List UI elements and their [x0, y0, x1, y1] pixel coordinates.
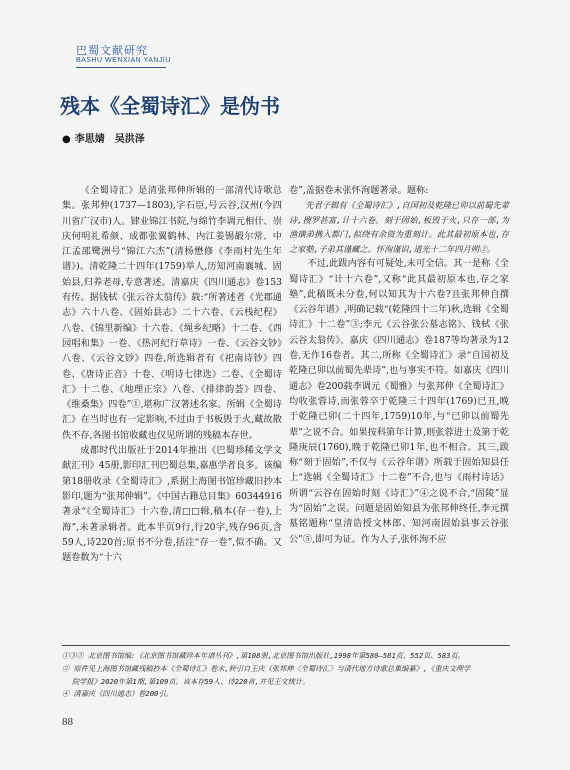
page-number: 88 — [62, 716, 73, 728]
footnote-item: 院学报》2020年第1期,第109页。该本存59人、诗220首,并见王文统计。 — [72, 676, 310, 686]
right-column — [289, 183, 509, 547]
journal-title-cn: 巴蜀文献研究 — [76, 44, 148, 57]
authors-text: 李思婧 吴洪泽 — [74, 134, 145, 145]
left-paragraph: 《全蜀诗汇》是清张邦伸所辑的一部清代诗歌总集。张邦伸(1737—1803),字石臣,号云谷,汉州(今四川省广汉市)人。肄业锦江书院,与绵竹李调元相什、崇庆何明礼希颜、成都张翼鹤林、内江姜锡嘏尔常、中江孟邵鹭洲号“锦江六杰”(清杨懋修《李雨村先生年谱》)。清乾隆二十四年(1759)举人,历知河南襄城、固始县,归养老母,专意著述。清嘉庆《四川通志》卷153有传。据钱栻《张云谷太翁传》载:“所著述者《光郡通志》六十八卷、《固始县志》二十六卷、《云栈纪程》八卷、《锦里新编》十六卷、《绳乡纪略》十二卷、《西园唱和集》一卷、《热河纪行草诗》一卷、《云谷文钞》八卷、《云谷文钞》四卷,所选辑者有《祀南诗钞》四卷、《唐诗正音》十卷、《明诗七律选》二卷、《全蜀诗汇》十二卷、《地理正宗》八卷、《排律韵荟》四卷、《维桑集》四卷”①,堪称广汉著述名家。所辑《全蜀诗汇》在当时也有一定影响,不过由于书板毁于火,藏故散佚不存,各图书馆收藏也仅见所谓的残稿本存世。 — [62, 185, 282, 441]
footnote-item: ② 原件见上海图书馆藏残稿抄本《全蜀诗汇》卷末,转引自王庆《张邦伸〈全蜀诗汇〉与清代地方诗歌总集编纂》,《重庆文理学 — [62, 663, 471, 673]
footnote-item: ④ 清嘉庆《四川通志》卷200引。 — [62, 689, 173, 699]
journal-underline — [76, 67, 166, 68]
article-title: 残本《全蜀诗汇》是伪书 — [60, 94, 280, 118]
right-paragraph: 不过,此跋内容有可疑处,未可全信。其一是称《全蜀诗汇》“计十六卷”,又称“此其最初原本也,存之家塾”,此稿既未分卷,何以知其为十六卷?且张邦伸自撰《云谷年谱》,明确记载“(乾隆四十二年)秋,选辑《全蜀诗汇》十二卷”③;李元《云谷张公墓志铭》、钱栻《张云谷太翁传》、嘉庆《四川通志》卷187等均著录为12卷,无作16卷者。其二,所称《全蜀诗汇》录“自国初及乾隆已卯以前蜀先辈诗”,也与事实不符。如嘉庆《四川通志》卷200载李调元《蜀雅》与张邦伸《全蜀诗汇》均收张蓉诗,而张蓉卒于乾隆三十四年(1769)已丑,晚于乾隆已卯(二十四年,1759)10年,与“已卯以前蜀先辈”之说不合。如果按科第年计算,则张蓉进士及第于乾隆庚辰(1760),晚于乾隆已卯1年,也不相合。其三,跋称“刻于固始”,不仅与《云谷年谱》所载于固始知县任上“选辑《全蜀诗汇》十二卷”不合,也与《雨村诗话》所谓“云谷在固始时刻《诗汇》”④之说不合,“固陵”显为“固始”之误。问题是固始知县为张邦伸终任,李元撰墓铭题称“皇清诰授文林郎、知河南固始县事云谷张公”⑤,即可为证。作为人子,张怀洵不应 — [289, 258, 509, 545]
footnote-divider — [62, 645, 510, 646]
left-paragraph: 成都时代出版社于2014年推出《巴蜀珍稀文学文献汇刊》45册,影印汇刊巴蜀总集,嘉惠学者良多。该编第18册收录《全蜀诗汇》,系据上海图书馆珍藏旧抄本影印,题为“张邦伸辑”。《中国古籍总目集》60344916著录“《全蜀诗汇》十六卷,清□□辑,稿本(存一卷),上海”,未著录辑者。此本半页9行,行20字,残存96页,含59人,诗220首;原书不分卷,括注“存一卷”,似不确。又题卷数为“十六 — [62, 445, 282, 564]
footnotes — [62, 650, 510, 701]
right-intro: 卷”,盖据卷末张怀洵题著录。题称: — [289, 185, 429, 196]
article-authors — [62, 130, 145, 145]
bullet-icon: ● — [62, 134, 71, 145]
block-quote: 先君子辑有《全蜀诗汇》,自国初及乾隆已卯以前蜀先辈诗,搜罗甚富,计十六卷。刻于固始,板毁于火,只存一部,为渔璜弟携入都门,拟绕有余资为重刻计。此其最初原本也,存之家塾,子弟其谨藏之。怀洵谨识,道光十二年四月朔②。 — [289, 200, 509, 254]
footnote-item: ①③⑤ 北京图书馆编:《北京图书馆藏珍本年谱丛刊》,第108册,北京图书馆出版社,1998年第580—581页、552页、583页。 — [62, 651, 465, 660]
journal-title-en: BASHU WENXIAN YANJIU — [76, 57, 171, 64]
left-column — [62, 183, 282, 565]
